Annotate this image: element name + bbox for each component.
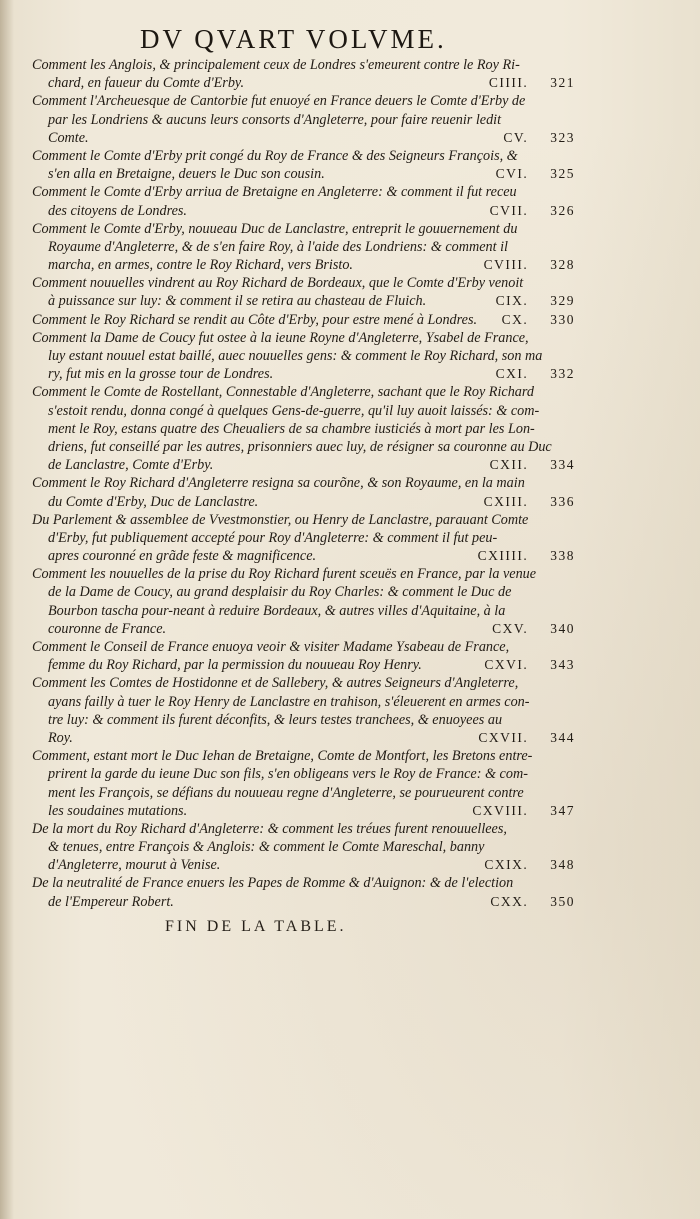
toc-entry-line <box>20 129 575 147</box>
toc-entry-reference <box>472 802 575 820</box>
chapter-number: CIX. <box>495 293 529 309</box>
page-number: 328 <box>550 257 575 273</box>
page-number: 323 <box>550 129 575 145</box>
toc-entry-text: ry, fut mis en la grosse tour de Londres. <box>48 366 274 383</box>
toc-entry-line <box>20 656 575 674</box>
toc-entry-text: Comment le Conseil de France enuoya veoir & visiter Madame Ysabeau de France, <box>32 639 510 655</box>
toc-entry-line <box>20 220 575 238</box>
toc-entry-reference <box>492 620 575 638</box>
toc-entry-line <box>20 456 575 474</box>
toc-entry-line <box>20 165 575 183</box>
toc-entry-line <box>20 802 575 820</box>
chapter-number: CXV. <box>492 620 529 636</box>
toc-entry-line <box>20 347 575 365</box>
toc-entry <box>20 56 575 92</box>
toc-entry-text: apres couronné en grãde feste & magnificence. <box>48 548 317 565</box>
page-number: 326 <box>550 202 575 218</box>
toc-entry-text: Du Parlement & assemblee de Vvestmonstier, ou Henry de Lanclastre, parauant Comte <box>32 511 529 528</box>
toc-entry-text: ment le Roy, estans quatre des Cheualiers de sa chambre iusticiés à mort par les Lon- <box>48 420 535 437</box>
chapter-number: CX. <box>501 311 529 327</box>
toc-entry-line <box>20 202 575 220</box>
toc-entry-text: par les Londriens & aucuns leurs consorts d'Angleterre, pour faire reuenir ledit <box>48 111 502 128</box>
toc-entry-text: d'Erby, fut publiquement accepté pour Roy d'Angleterre: & comment il fut peu- <box>48 529 498 546</box>
toc-entry-text: ment les François, se défians du nouueau regne d'Angleterre, se pourueurent contre <box>48 784 524 801</box>
toc-entry-reference <box>484 256 575 274</box>
toc-entry-text: Comment le Comte d'Erby arriua de Bretaigne en Angleterre: & comment il fut receu <box>32 184 517 201</box>
toc-entry-line <box>20 256 575 274</box>
toc-entry-text: ayans failly à tuer le Roy Henry de Lanclastre en trahison, s'éleuerent en armes con- <box>48 693 530 710</box>
toc-entry-line <box>20 493 575 511</box>
toc-entry <box>20 383 575 474</box>
page-number: 325 <box>550 166 575 182</box>
page-number: 332 <box>550 366 575 382</box>
toc-entry-line <box>20 693 575 711</box>
chapter-number: CXII. <box>489 457 529 473</box>
toc-entry-text: Roy. <box>48 729 73 746</box>
toc-entry-text: Comment le Comte de Rostellant, Connestable d'Angleterre, sachant que le Roy Richard <box>32 384 534 401</box>
toc-entry-line <box>20 874 575 892</box>
page-number: 336 <box>550 493 575 509</box>
chapter-number: CXIII. <box>483 493 529 509</box>
toc-entry-text: Comment la Dame de Coucy fut ostee à la ieune Royne d'Angleterre, Ysabel de France, <box>32 329 529 346</box>
toc-entry-text: à puissance sur luy: & comment il se retira au chasteau de Fluich. <box>48 293 427 310</box>
toc-entry-line <box>20 893 575 911</box>
toc-entry-text: Comment nouuelles vindrent au Roy Richard de Bordeaux, que le Comte d'Erby venoit <box>32 275 524 292</box>
toc-entry-text: de l'Empereur Robert. <box>48 893 174 910</box>
toc-entry-line <box>20 438 575 456</box>
toc-entry-line <box>20 274 575 292</box>
toc-entry-text: Comment les Anglois, & principalement ceux de Londres s'emeurent contre le Roy Ri- <box>32 57 520 73</box>
toc-entry-reference <box>484 856 575 874</box>
toc-entry-line <box>20 547 575 565</box>
toc-entry <box>20 183 575 219</box>
page-number: 348 <box>550 857 575 873</box>
toc-entry <box>20 565 575 638</box>
toc-entry-line <box>20 74 575 92</box>
toc-entry-line <box>20 856 575 874</box>
toc-entry-line <box>20 602 575 620</box>
toc-entry-text: d'Angleterre, mourut à Venise. <box>48 857 221 874</box>
toc-entry-line <box>20 529 575 547</box>
toc-entry-text: les soudaines mutations. <box>48 802 188 819</box>
toc-entry-reference <box>489 74 575 92</box>
toc-entry-reference <box>503 129 575 147</box>
toc-entry-line <box>20 383 575 401</box>
toc-entry-text: couronne de France. <box>48 620 167 637</box>
toc-entry-text: Comte. <box>48 129 89 146</box>
toc-entry-line <box>20 147 575 165</box>
toc-entry-line <box>20 565 575 583</box>
toc-entry-text: des citoyens de Londres. <box>48 202 187 219</box>
chapter-number: CXIX. <box>484 857 529 873</box>
toc-entry-text: du Comte d'Erby, Duc de Lanclastre. <box>48 493 259 510</box>
toc-entry <box>20 220 575 275</box>
chapter-number: CV. <box>503 129 529 145</box>
toc-entry-text: prirent la garde du ieune Duc son fils, s'en obligeans vers le Roy de France: & com- <box>48 766 528 783</box>
toc-entry-text: driens, fut conseillé par les autres, prisonniers auec luy, de résigner sa couronne au Duc <box>48 438 552 455</box>
page-number: 347 <box>550 802 575 818</box>
toc-entry-line <box>20 311 575 329</box>
toc-entry-line <box>20 838 575 856</box>
toc-entry <box>20 511 575 566</box>
toc-entry-line <box>20 765 575 783</box>
chapter-number: CXVII. <box>478 729 529 745</box>
page-number: 321 <box>550 75 575 91</box>
toc-entry-line <box>20 365 575 383</box>
toc-entry-line <box>20 329 575 347</box>
page-number: 338 <box>550 548 575 564</box>
chapter-number: CVI. <box>495 166 529 182</box>
toc-entry-text: s'en alla en Bretaigne, deuers le Duc son cousin. <box>48 166 325 183</box>
toc-entry-line <box>20 402 575 420</box>
toc-entry-text: De la neutralité de France enuers les Papes de Romme & d'Auignon: & de l'election <box>32 875 514 892</box>
toc-entry-text: luy estant nouuel estat baillé, auec nouuelles gens: & comment le Roy Richard, son ma <box>48 348 543 364</box>
toc-entry-line <box>20 711 575 729</box>
toc-entry-text: Comment le Roy Richard d'Angleterre resigna sa courõne, & son Royaume, en la main <box>32 475 525 492</box>
toc-entry-reference <box>490 456 575 474</box>
toc-entry-line <box>20 583 575 601</box>
chapter-number: CXVI. <box>484 657 529 673</box>
running-head: DV QVART VOLVME. <box>140 24 447 54</box>
chapter-number: CXX. <box>490 893 529 909</box>
toc-entry-text: Comment le Comte d'Erby prit congé du Roy de France & des Seigneurs François, & <box>32 147 518 164</box>
toc-entry-line <box>20 292 575 310</box>
toc-entry-reference <box>502 311 575 329</box>
toc-entry-text: De la mort du Roy Richard d'Angleterre: & comment les tréues furent renouuellees, <box>32 820 507 837</box>
toc-entry <box>20 329 575 384</box>
page-number: 340 <box>550 620 575 636</box>
toc-entry-text: & tenues, entre François & Anglois: & comment le Comte Mareschal, banny <box>48 839 485 856</box>
toc-entry-reference <box>484 656 575 674</box>
toc-entry-text: chard, en faueur du Comte d'Erby. <box>48 75 244 92</box>
table-of-contents <box>20 56 575 911</box>
chapter-number: CXIIII. <box>477 548 529 564</box>
toc-entry <box>20 820 575 875</box>
toc-entry-reference <box>478 729 575 747</box>
toc-entry <box>20 147 575 183</box>
toc-entry <box>20 311 575 329</box>
toc-entry-text: marcha, en armes, contre le Roy Richard, vers Bristo. <box>48 257 353 274</box>
toc-entry <box>20 474 575 510</box>
toc-entry-text: tre luy: & comment ils furent déconfits, & leurs testes tranchees, & enuoyees au <box>48 711 503 728</box>
toc-entry-line <box>20 747 575 765</box>
toc-entry-reference <box>496 292 575 310</box>
toc-entry-line <box>20 784 575 802</box>
page-number: 334 <box>550 457 575 473</box>
page-number: 330 <box>550 311 575 327</box>
toc-entry-text: Comment le Comte d'Erby, nouueau Duc de Lanclastre, entreprit le gouuernement du <box>32 220 518 237</box>
page-number: 350 <box>550 893 575 909</box>
toc-entry-text: Comment l'Archeuesque de Cantorbie fut enuoyé en France deuers le Comte d'Erby de <box>32 93 526 110</box>
chapter-number: CXVIII. <box>472 802 529 818</box>
toc-entry-text: Comment les nouuelles de la prise du Roy Richard furent sceuës en France, par la venue <box>32 566 537 583</box>
toc-entry <box>20 747 575 820</box>
toc-entry-line <box>20 474 575 492</box>
chapter-number: CVII. <box>489 202 529 218</box>
chapter-number: CIIII. <box>488 75 529 91</box>
toc-entry-reference <box>484 493 575 511</box>
toc-entry <box>20 874 575 910</box>
toc-entry-line <box>20 183 575 201</box>
toc-entry-text: Comment, estant mort le Duc Iehan de Bretaigne, Comte de Montfort, les Bretons entre- <box>32 748 533 765</box>
toc-entry-text: Royaume d'Angleterre, & de s'en faire Roy, à l'aide des Londriens: & comment il <box>48 238 508 255</box>
toc-entry <box>20 92 575 147</box>
toc-entry <box>20 674 575 747</box>
toc-entry-line <box>20 729 575 747</box>
toc-entry-line <box>20 92 575 110</box>
toc-entry-text: Bourbon tascha pour-neant à reduire Bordeaux, & autres villes d'Aquitaine, à la <box>48 602 506 619</box>
toc-entry-text: Comment le Roy Richard se rendit au Côte d'Erby, pour estre mené à Londres. <box>32 311 478 328</box>
toc-entry-line <box>20 56 575 74</box>
toc-entry-text: de la Dame de Coucy, au grand desplaisir du Roy Charles: & comment le Duc de <box>48 584 512 601</box>
toc-entry-line <box>20 511 575 529</box>
toc-entry-text: de Lanclastre, Comte d'Erby. <box>48 457 214 474</box>
toc-entry-reference <box>496 365 575 383</box>
toc-entry-reference <box>490 202 575 220</box>
page-number: 329 <box>550 293 575 309</box>
toc-entry-line <box>20 238 575 256</box>
toc-entry-reference <box>478 547 575 565</box>
toc-entry-line <box>20 674 575 692</box>
toc-entry-reference <box>496 165 575 183</box>
page-gutter-shadow <box>0 0 14 1219</box>
toc-entry-reference <box>490 893 575 911</box>
toc-entry-text: Comment les Comtes de Hostidonne et de Sallebery, & autres Seigneurs d'Angleterre, <box>32 675 519 692</box>
toc-entry-line <box>20 620 575 638</box>
chapter-number: CXI. <box>495 366 529 382</box>
toc-entry-text: s'estoit rendu, donna congé à quelques Gens-de-guerre, qu'il luy auoit laissés: & com- <box>48 402 540 419</box>
page-number: 343 <box>550 657 575 673</box>
page-number: 344 <box>550 729 575 745</box>
toc-entry-line <box>20 638 575 656</box>
toc-entry-line <box>20 111 575 129</box>
toc-entry <box>20 274 575 310</box>
toc-entry <box>20 638 575 674</box>
toc-entry-text: femme du Roy Richard, par la permission du nouueau Roy Henry. <box>48 657 422 674</box>
end-of-table-caption: FIN DE LA TABLE. <box>165 918 347 935</box>
toc-entry-line <box>20 420 575 438</box>
toc-entry-line <box>20 820 575 838</box>
chapter-number: CVIII. <box>483 257 529 273</box>
